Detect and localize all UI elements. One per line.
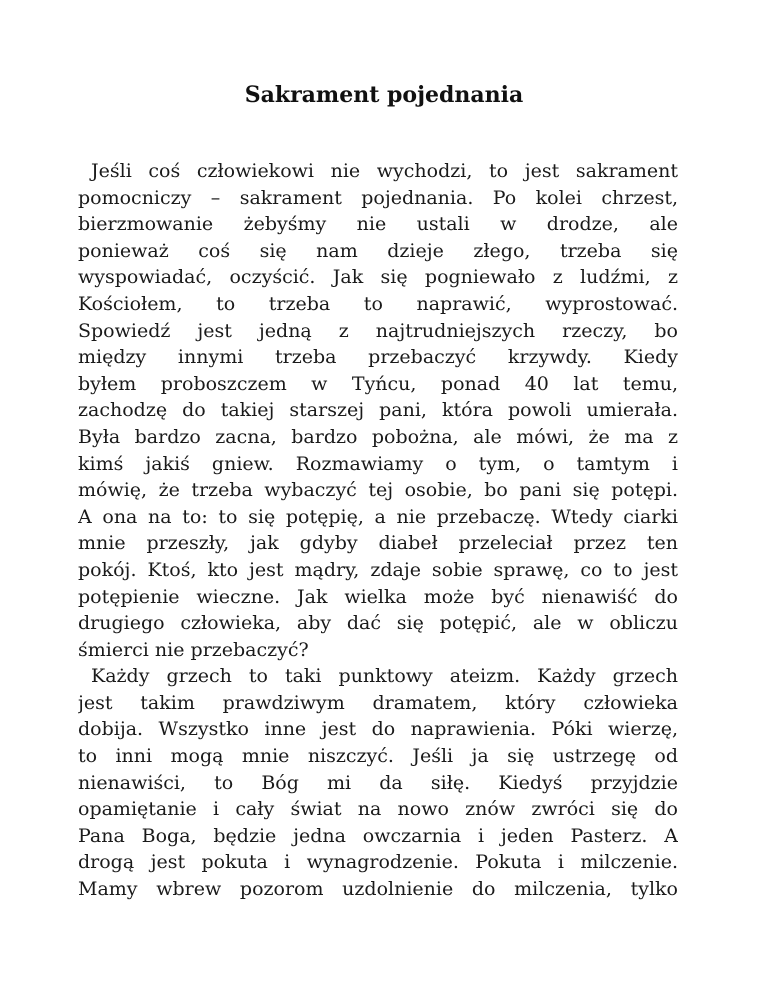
text-line: kimś jakiś gniew. Rozmawiamy o tym, o tamtym i xyxy=(78,452,678,475)
paragraph xyxy=(78,663,678,902)
text-line: Była bardzo zacna, bardzo pobożna, ale mówi, że ma z xyxy=(78,425,678,448)
text-line: potępienie wieczne. Jak wielka może być nienawiść do xyxy=(78,585,678,608)
text-line: opamiętanie i cały świat na nowo znów zwróci się do xyxy=(78,798,678,821)
text-line: śmierci nie przebaczyć? xyxy=(78,638,309,661)
text-line: Mamy wbrew pozorom uzdolnienie do milczenia, tylko xyxy=(78,878,678,901)
text-line: Pana Boga, będzie jedna owczarnia i jeden Pasterz. A xyxy=(78,824,678,847)
text-line: drogą jest pokuta i wynagrodzenie. Pokuta i milczenie. xyxy=(78,851,678,874)
text-line: zachodzę do takiej starszej pani, która powoli umierała. xyxy=(78,399,678,422)
text-line: A ona na to: to się potępię, a nie przebaczę. Wtedy ciarki xyxy=(78,505,678,528)
paragraph xyxy=(78,158,678,663)
text-line: wyspowiadać, oczyścić. Jak się pogniewało z ludźmi, z xyxy=(78,266,678,289)
document-title: Sakrament pojednania xyxy=(244,82,524,108)
text-line: Kościołem, to trzeba to naprawić, wyprostować. xyxy=(78,292,678,315)
text-line: jest takim prawdziwym dramatem, który człowieka xyxy=(78,691,678,714)
text-line: nienawiści, to Bóg mi da siłę. Kiedyś przyjdzie xyxy=(78,771,678,794)
text-line: pomocniczy – sakrament pojednania. Po kolei chrzest, xyxy=(78,186,678,209)
text-line: mnie przeszły, jak gdyby diabeł przeleciał przez ten xyxy=(78,532,678,555)
text-line: to inni mogą mnie niszczyć. Jeśli ja się ustrzegę od xyxy=(78,745,678,768)
text-line: bierzmowanie żebyśmy nie ustali w drodze, ale xyxy=(78,213,678,236)
text-line: dobija. Wszystko inne jest do naprawienia. Póki wierzę, xyxy=(78,718,678,741)
text-line: między innymi trzeba przebaczyć krzywdy. Kiedy xyxy=(78,346,678,369)
text-line: Każdy grzech to taki punktowy ateizm. Każdy grzech xyxy=(91,665,678,688)
text-line: pokój. Ktoś, kto jest mądry, zdaje sobie sprawę, co to jest xyxy=(78,558,678,581)
text-line: Jeśli coś człowiekowi nie wychodzi, to jest sakrament xyxy=(91,160,678,182)
text-line: ponieważ coś się nam dzieje złego, trzeba się xyxy=(78,239,678,262)
text-line: Spowiedź jest jedną z najtrudniejszych rzeczy, bo xyxy=(78,319,678,342)
text-body xyxy=(78,158,678,903)
text-line: byłem proboszczem w Tyńcu, ponad 40 lat temu, xyxy=(78,372,678,395)
text-line: mówię, że trzeba wybaczyć tej osobie, bo pani się potępi. xyxy=(78,479,678,502)
text-line: drugiego człowieka, aby dać się potępić, ale w obliczu xyxy=(78,612,678,635)
